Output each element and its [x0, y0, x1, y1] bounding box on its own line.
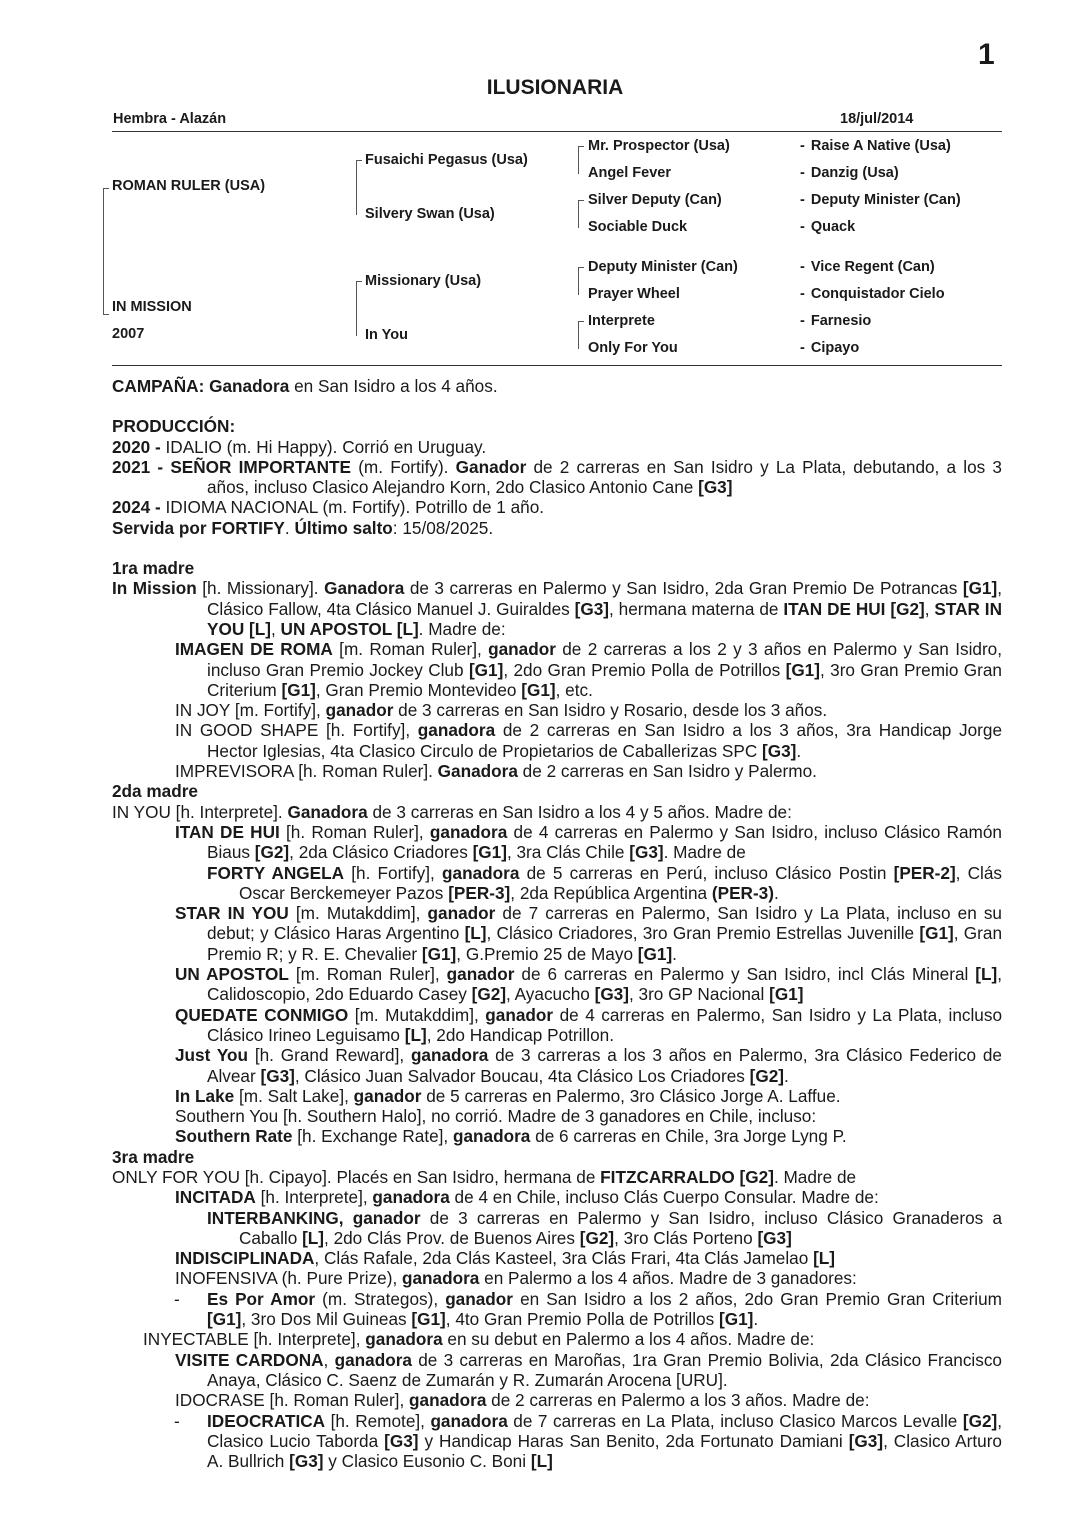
header-divider: [112, 131, 1002, 132]
pedigree-bracket: [578, 267, 584, 295]
third-dam-grandoffspring: INOFENSIVA (h. Pure Prize), ganadora en Palermo a los 4 años. Madre de 3 ganadores:: [175, 1268, 857, 1289]
pedigree-g4: - Vice Regent (Can): [800, 259, 935, 275]
pedigree-sss: Mr. Prospector (Usa): [588, 138, 730, 154]
second-dam-entry: IN YOU [h. Interprete]. Ganadora de 3 carreras en San Isidro a los 4 y 5 años. Madre de:: [112, 801, 792, 822]
pedigree-bracket: [578, 146, 584, 174]
pedigree-bracket: [578, 200, 584, 228]
pedigree-divider: [112, 365, 1002, 366]
second-dam-offspring: Just You [h. Grand Reward], ganadora de 3 carreras a los 3 años en Palermo, 3ra Clásico Federico de Alvear [G3], Clásico Juan Salvador Boucau, 4ta Clásico Los Criadores [G2].: [175, 1045, 1002, 1086]
pedigree-ds: Missionary (Usa): [365, 273, 482, 289]
third-dam-offspring: INYECTABLE [h. Interprete], ganadora en su debut en Palermo a los 4 años. Madre de:: [143, 1329, 815, 1350]
pedigree-bracket: [356, 160, 362, 215]
pedigree-dss: Deputy Minister (Can): [588, 259, 738, 275]
pedigree-g4: - Cipayo: [800, 340, 860, 356]
pedigree-sd: Silvery Swan (Usa): [365, 206, 495, 222]
pedigree-g4: - Conquistador Cielo: [800, 286, 945, 302]
first-dam-offspring: IMPREVISORA [h. Roman Ruler]. Ganadora de 2 carreras en San Isidro y Palermo.: [175, 761, 817, 782]
third-dam-grandoffspring: IDOCRASE [h. Roman Ruler], ganadora de 2 carreras en Palermo a los 3 años. Madre de:: [175, 1390, 870, 1411]
pedigree-g4: - Deputy Minister (Can): [800, 192, 961, 208]
pedigree-sdd: Sociable Duck: [588, 219, 688, 235]
catalog-body: [112, 376, 1002, 1471]
second-dam-heading: 2da madre: [112, 781, 198, 802]
second-dam-grandoffspring: FORTY ANGELA [h. Fortify], ganadora de 5 carreras en Perú, incluso Clásico Postin [PER-2], Clás Oscar Berckemeyer Pazos [PER-3], 2da República Argentina (PER-3).: [207, 862, 1003, 903]
pedigree-ssd: Angel Fever: [588, 165, 671, 181]
third-dam-heading: 3ra madre: [112, 1146, 195, 1167]
third-dam-great-grandoffspring: - IDEOCRATICA [h. Remote], ganadora de 7 carreras en La Plata, incluso Clasico Marcos Levalle [G2], Clasico Lucio Taborda [G3] y Handicap Haras San Benito, 2da Fortunato Damiani [G3], Clasico Arturo A. Bullrich [G3] y Clasico Eusonio C. Boni [L]: [174, 1410, 1003, 1472]
third-dam-offspring: INCITADA [h. Interprete], ganadora de 4 en Chile, incluso Clás Cuerpo Consular. Madre de:: [175, 1187, 879, 1208]
first-dam-offspring: IN GOOD SHAPE [h. Fortify], ganadora de 2 carreras en San Isidro a los 3 años, 3ra Handicap Jorge Hector Iglesias, 4ta Clasico Circulo de Propietarios de Caballerizas SPC [G3].: [175, 720, 1002, 761]
third-dam-entry: ONLY FOR YOU [h. Cipayo]. Placés en San Isidro, hermana de FITZCARRALDO [G2]. Madre de: [112, 1166, 857, 1187]
pedigree-sds: Silver Deputy (Can): [588, 192, 722, 208]
second-dam-offspring: STAR IN YOU [m. Mutakddim], ganador de 7 carreras en Palermo, San Isidro y La Plata, incluso en su debut; y Clásico Haras Argentino [L], Clásico Criadores, 3ro Gran Premio Estrellas Juvenille [G1], Gran Premio R; y R. E. Chevalier [G1], G.Premio 25 de Mayo [G1].: [175, 903, 1003, 964]
first-dam-heading: 1ra madre: [112, 558, 195, 579]
pedigree-dam-year: 2007: [112, 326, 145, 342]
pedigree-bracket: [103, 268, 109, 315]
birth-date: 18/jul/2014: [840, 111, 914, 127]
pedigree-g4: - Farnesio: [800, 313, 872, 329]
second-dam-offspring: In Lake [m. Salt Lake], ganador de 5 carreras en Palermo, 3ro Clásico Jorge A. Laffue.: [175, 1085, 841, 1106]
production-heading: PRODUCCIÓN:: [112, 416, 236, 437]
second-dam-offspring: Southern You [h. Southern Halo], no corrió. Madre de 3 ganadores en Chile, incluso:: [175, 1106, 817, 1127]
production-2021: 2021 - SEÑOR IMPORTANTE (m. Fortify). Ganador de 2 carreras en San Isidro y La Plata, debutando, a los 3 años, incluso Clasico Alejandro Korn, 2do Clasico Antonio Cane [G3]: [112, 456, 1002, 498]
first-dam-offspring: IN JOY [m. Fortify], ganador de 3 carreras en San Isidro y Rosario, desde los 3 años.: [175, 700, 828, 721]
pedigree-bracket: [578, 321, 584, 349]
pedigree-dds: Interprete: [588, 313, 655, 329]
third-dam-grandoffspring: VISITE CARDONA, ganadora de 3 carreras en Maroñas, 1ra Gran Premio Bolivia, 2da Clásico Francisco Anaya, Clásico C. Saenz de Zumarán y R. Zumarán Arocena [URU].: [175, 1349, 1002, 1390]
pedigree-g4: - Quack: [800, 219, 856, 235]
pedigree-bracket: [356, 281, 362, 336]
horse-name: ILUSIONARIA: [486, 76, 624, 99]
pedigree-sire: ROMAN RULER (USA): [112, 178, 266, 194]
second-dam-grandoffspring: Southern Rate [h. Exchange Rate], ganadora de 6 carreras en Chile, 3ra Jorge Lyng P.: [175, 1126, 847, 1147]
sex-color: Hembra - Alazán: [113, 111, 227, 127]
servida-line: Servida por FORTIFY. Último salto: 15/08/2025.: [112, 517, 494, 538]
first-dam-offspring: IMAGEN DE ROMA [m. Roman Ruler], ganador de 2 carreras a los 2 y 3 años en Palermo y San Isidro, incluso Gran Premio Jockey Club [G1], 2do Gran Premio Polla de Potrillos [G1], 3ro Gran Premio Gran Criterium [G1], Gran Premio Montevideo [G1], etc.: [175, 639, 1002, 700]
production-2024: 2024 - IDIOMA NACIONAL (m. Fortify). Potrillo de 1 año.: [112, 497, 545, 518]
pedigree-dd: In You: [365, 327, 408, 343]
pedigree-ddd: Only For You: [588, 340, 678, 356]
pedigree-g4: - Raise A Native (Usa): [800, 138, 951, 154]
second-dam-offspring: ITAN DE HUI [h. Roman Ruler], ganadora de 4 carreras en Palermo y San Isidro, incluso Clásico Ramón Biaus [G2], 2da Clásico Criadores [G1], 3ra Clás Chile [G3]. Madre de: [175, 821, 1002, 863]
campaign-line: CAMPAÑA: Ganadora en San Isidro a los 4 años.: [112, 376, 498, 396]
pedigree-dsd: Prayer Wheel: [588, 286, 680, 302]
second-dam-offspring: UN APOSTOL [m. Roman Ruler], ganador de 6 carreras en Palermo y San Isidro, incl Clás Mineral [L], Calidoscopio, 2do Eduardo Casey [G2], Ayacucho [G3], 3ro GP Nacional [G1]: [175, 964, 1003, 1005]
page-number: 1: [978, 38, 995, 71]
third-dam-great-grandoffspring: - Es Por Amor (m. Strategos), ganador en San Isidro a los 2 años, 2do Gran Premio Gran Criterium [G1], 3ro Dos Mil Guineas [G1], 4to Gran Premio Polla de Potrillos [G1].: [174, 1288, 1002, 1330]
pedigree-ss: Fusaichi Pegasus (Usa): [365, 152, 528, 168]
pedigree-dam: IN MISSION: [112, 299, 192, 315]
third-dam-grandoffspring: INTERBANKING, ganador de 3 carreras en Palermo y San Isidro, incluso Clásico Granaderos a Caballo [L], 2do Clás Prov. de Buenos Aires [G2], 3ro Clás Porteno [G3]: [207, 1207, 1003, 1248]
production-2020: 2020 - IDALIO (m. Hi Happy). Corrió en Uruguay.: [112, 436, 487, 457]
second-dam-offspring: QUEDATE CONMIGO [m. Mutakddim], ganador de 4 carreras en Palermo, San Isidro y La Plata, incluso Clásico Irineo Leguisamo [L], 2do Handicap Potrillon.: [175, 1004, 1002, 1045]
pedigree-g4: - Danzig (Usa): [800, 165, 899, 181]
third-dam-grandoffspring: INDISCIPLINADA, Clás Rafale, 2da Clás Kasteel, 3ra Clás Frari, 4ta Clás Jamelao [L]: [175, 1248, 836, 1269]
first-dam-entry: In Mission [h. Missionary]. Ganadora de 3 carreras en Palermo y San Isidro, 2da Gran Premio De Potrancas [G1], Clásico Fallow, 4ta Clásico Manuel J. Guiraldes [G3], hermana materna de ITAN DE HUI [G2], STAR IN YOU [L], UN APOSTOL [L]. Madre de:: [112, 578, 1002, 639]
